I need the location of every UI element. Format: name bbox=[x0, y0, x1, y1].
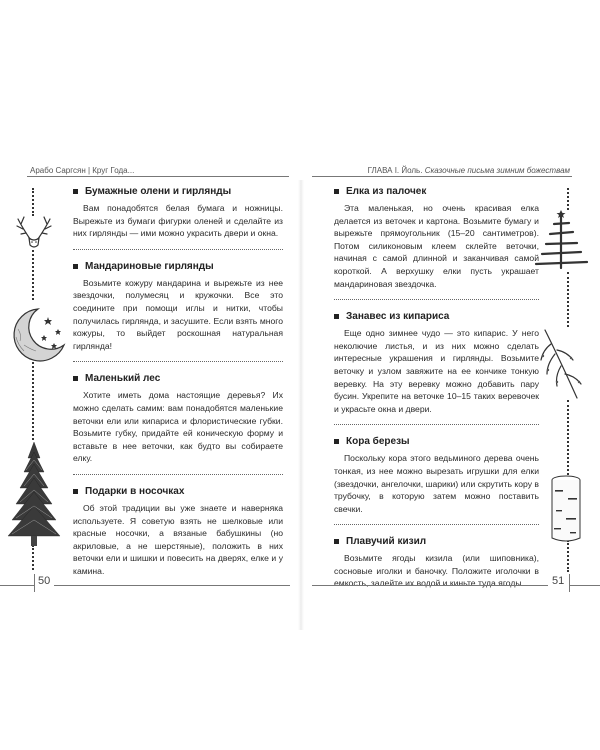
left-page-column bbox=[73, 186, 283, 577]
bullet-square-icon bbox=[334, 439, 339, 444]
footer-bar-right bbox=[569, 574, 570, 592]
section-heading bbox=[334, 436, 539, 447]
dotted-separator bbox=[334, 524, 539, 525]
header-rule-right bbox=[312, 176, 572, 177]
dotted-separator bbox=[73, 474, 283, 475]
section-heading bbox=[73, 261, 283, 272]
dotted-guide-right bbox=[567, 400, 569, 475]
section-heading bbox=[334, 311, 539, 322]
bullet-square-icon bbox=[73, 376, 78, 381]
bullet-square-icon bbox=[334, 189, 339, 194]
section-heading bbox=[73, 373, 283, 384]
section-title: Маленький лес bbox=[85, 373, 161, 385]
book-gutter bbox=[298, 180, 304, 630]
bullet-square-icon bbox=[334, 314, 339, 319]
section-title: Мандариновые гирлянды bbox=[85, 260, 214, 272]
section-body: Хотите иметь дома настоящие деревья? Их можно сделать самим: вам понадобятся маленькие веточки ели или кипариса и флористические губки. Возьмите губку, придайте ей коническую форму и вставьте в нее веточки, как будто вы собираете елку. bbox=[73, 390, 283, 464]
birch-bark-candle-icon bbox=[546, 472, 586, 546]
section-title: Кора березы bbox=[346, 436, 410, 448]
section-title: Бумажные олени и гирлянды bbox=[85, 186, 232, 197]
bullet-square-icon bbox=[334, 539, 339, 544]
chapter-subtitle: Сказочные письма зимним божествам bbox=[424, 166, 570, 175]
footer-rule-left bbox=[0, 585, 34, 586]
section-birch-bark bbox=[334, 436, 539, 515]
section-cypress-curtain bbox=[334, 311, 539, 415]
section-stick-tree bbox=[334, 186, 539, 290]
right-page-column bbox=[334, 186, 539, 590]
section-title: Занавес из кипариса bbox=[346, 311, 450, 323]
dotted-guide-left bbox=[32, 545, 34, 570]
cypress-branch-icon bbox=[537, 328, 587, 400]
section-tangerine-garlands bbox=[73, 261, 283, 353]
section-floating-dogwood bbox=[334, 536, 539, 590]
dotted-guide-left bbox=[32, 188, 34, 216]
section-heading bbox=[73, 186, 283, 197]
stick-tree-icon bbox=[532, 210, 590, 274]
footer-bar-left bbox=[34, 574, 35, 592]
section-body: Эта маленькая, но очень красивая елка делается из веточек и картона. Возьмите бумагу и вырежьте прямоугольник (15–20 сантиметров). Потом силиконовым клеем склейте веточки, начиная с самой длинной и заканчивая самой короткой. А верхушку елки пусть украшает мандариновая звездочка. bbox=[334, 203, 539, 289]
section-body: Возьмите ягоды кизила (или шиповника), сосновые иголки и баночку. Положите иголочки в емкость, залейте их водой и киньте туда ягоды. bbox=[334, 553, 539, 589]
dotted-guide-left bbox=[32, 250, 34, 300]
antlers-icon bbox=[14, 215, 54, 251]
section-body: Поскольку кора этого ведьминого дерева очень тонкая, из нее можно вырезать игрушки для елки (звездочки, ангелочки, шарики) или скрутить кору в трубочку, в которую затем можно поставить свечки. bbox=[334, 453, 539, 514]
dotted-guide-right bbox=[567, 272, 569, 327]
section-heading bbox=[334, 186, 539, 197]
section-sock-gifts bbox=[73, 486, 283, 578]
bullet-square-icon bbox=[73, 489, 78, 494]
bullet-square-icon bbox=[73, 189, 78, 194]
dotted-separator bbox=[334, 299, 539, 300]
section-paper-deer bbox=[73, 186, 283, 240]
section-heading bbox=[73, 486, 283, 497]
section-small-forest bbox=[73, 373, 283, 465]
section-title: Елка из палочек bbox=[346, 186, 427, 197]
dotted-separator bbox=[334, 424, 539, 425]
page-number-left: 50 bbox=[38, 575, 51, 587]
footer-rule-right bbox=[312, 585, 548, 586]
section-body: Вам понадобятся белая бумага и ножницы. Вырежьте из бумаги фигурки оленей и сделайте из них гирлянды — ими можно украсить двери и окна. bbox=[73, 203, 283, 239]
header-rule-left bbox=[27, 176, 289, 177]
section-body: Возьмите кожуру мандарина и вырежьте из нее звездочки, полумесяц и кружочки. Все это соедините при помощи иглы и нитки, чтобы получилась гирлянда, и засушите. Если взять много кожуры, то выйдет роскошная натуральная гирлянда! bbox=[73, 277, 283, 351]
section-body: Об этой традиции вы уже знаете и наверняка используете. Я советую взять не шелковые или красные носочки, а вязаные бабушкины (но акриловые, а не шерстяные), положить в них веточки ели и шишки и повесить на дверях, елке и у камина. bbox=[73, 502, 283, 576]
running-head-right bbox=[368, 166, 570, 175]
section-body: Еще одно зимнее чудо — это кипарис. У него неколючие листья, и из них можно сделать интересные украшения и гирлянды. Возьмите веточку и узлом завяжите на ее кончике тонкую веревку. На эту веревку можно добавить пару бусин. Укрепите на веточке 10–15 таких веревочек и украсьте окна и двери. bbox=[334, 328, 539, 414]
section-title: Плавучий кизил bbox=[346, 536, 427, 548]
page-number-right: 51 bbox=[552, 575, 565, 587]
footer-rule-left bbox=[54, 585, 290, 586]
section-title: Подарки в носочках bbox=[85, 485, 185, 497]
fir-tree-icon bbox=[4, 440, 64, 548]
moon-stars-icon bbox=[8, 305, 72, 365]
bullet-square-icon bbox=[73, 264, 78, 269]
footer-rule-right bbox=[569, 585, 600, 586]
dotted-separator bbox=[73, 249, 283, 250]
running-head-left: Арабо Саргсян | Круг Года... bbox=[30, 166, 135, 175]
dotted-guide-right bbox=[567, 188, 569, 210]
dotted-separator bbox=[73, 361, 283, 362]
chapter-label: ГЛАВА I. Йоль. bbox=[367, 166, 423, 175]
section-heading bbox=[334, 536, 539, 547]
